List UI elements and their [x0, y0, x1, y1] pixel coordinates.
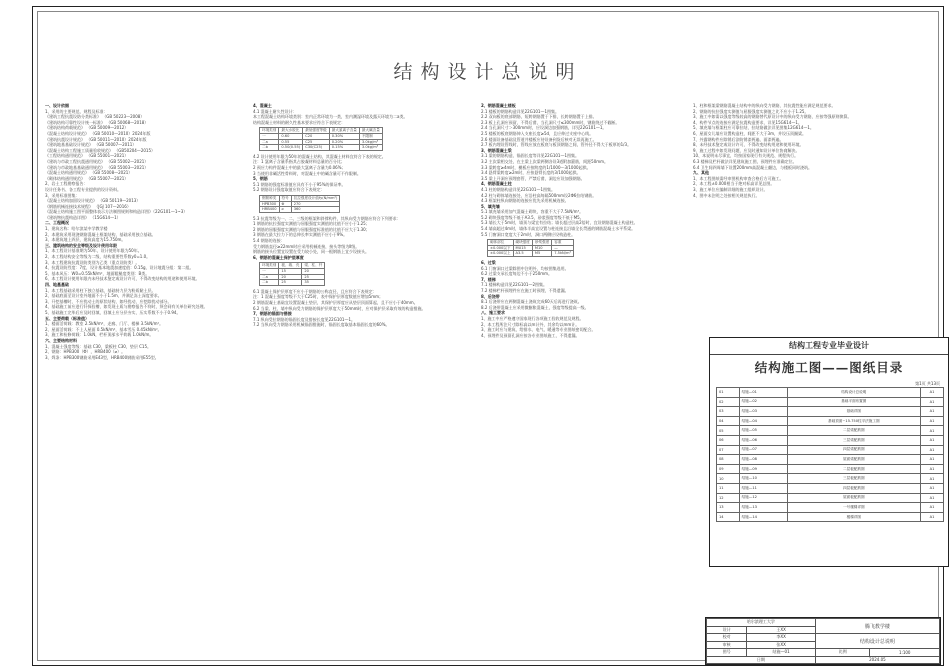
table-cell: 最大水胶比: [279, 128, 303, 134]
note-line: 《建筑工程抗震设防分类标准》 （GB 50223—2008）: [45, 114, 145, 120]
table-cell: 01: [717, 388, 740, 398]
table-cell: 07: [717, 445, 740, 455]
table-cell: 12: [717, 493, 740, 503]
section-heading: 6、钢筋的混凝土保护层厚度: [253, 254, 304, 260]
table-cell: 360: [291, 207, 340, 213]
section-heading: 5、钢筋: [253, 176, 268, 182]
note-line: 5.2 钢筋设计强度取值应符合下表规定：: [253, 187, 325, 193]
note-line: 2 钢筋的屈服强度实测值与屈服强度标准值的比值不应大于1.30；: [253, 226, 370, 232]
note-line: 3、焊条：HPB300钢筋采用E43型，HRB400钢筋采用E55型。: [45, 354, 159, 360]
note-line: 6.1 门窗洞口过梁除图中注明外，均按图集选用。: [481, 265, 569, 271]
table-cell: 楼梯详图: [787, 512, 920, 522]
table-cell: 09: [717, 464, 740, 474]
table-cell: 0.50(0.55): [279, 145, 303, 151]
note-line: 8、未经技术鉴定或设计许可，不得改变结构用途和使用环境。: [693, 142, 804, 148]
table-cell: 结施—05: [739, 426, 787, 436]
table-cell: 02: [717, 397, 740, 407]
note-line: 5.1 钢筋的强度标准值应具有不小于95%的保证率。: [253, 181, 346, 187]
table-cell: MU15: [513, 245, 532, 251]
table-cell: A1: [920, 407, 943, 417]
note-line: 《钢筋机械连接技术规程》 （JGJ 107—2016）: [45, 203, 131, 209]
table-cell: 二a: [260, 274, 279, 280]
table-cell: 环境类别: [260, 128, 279, 134]
table-cell: 砌块强度: [513, 240, 532, 246]
table-cell: A3.5: [513, 251, 532, 257]
table-cell: 结施—09: [739, 464, 787, 474]
note-line: 3.2 主次梁相交处，在主梁上次梁两侧各设3道附加箍筋，间距50mm。: [481, 158, 609, 164]
note-line: 3.4 悬臂梁跨度≥2m时，应按悬臂长度的3/1000起拱。: [481, 170, 581, 176]
note-line: 6.2 过梁支承长度每边不小于250mm。: [481, 271, 553, 277]
note-line: 4.2 柱与砌体墙连接处，应沿柱高每隔500mm设2Φ6拉结钢筋。: [481, 192, 597, 198]
note-line: 5.4 钢筋的连接：: [253, 238, 285, 244]
note-line: 8.1 后浇带应在两侧混凝土浇筑完成60天后再进行浇筑。: [481, 299, 582, 305]
table-cell: 0.15%: [329, 145, 359, 151]
table-row: [717, 483, 944, 493]
table-cell: 结施—11: [739, 483, 787, 493]
drawing-sheet: [32, 6, 944, 666]
table-cell: C20: [303, 133, 330, 139]
section-heading: 九、其他: [693, 170, 709, 176]
table-cell: —: [552, 245, 574, 251]
table-cell: 最低强度等级: [303, 128, 330, 134]
title-cell: 王XX: [747, 626, 816, 634]
note-line: 《混凝土结构工程施工质量验收规范》 （GB50204—2015）: [45, 147, 156, 153]
table-cell: 7.5kN/m³: [552, 251, 574, 257]
note-line: 2.3 板上孔洞应预留，不得后凿，当孔洞尺寸≤300mm时，钢筋绕过不截断。: [481, 119, 620, 125]
note-line: 5.3 抗震等级为一、二、三级的框架和斜撑构件，其纵向受力钢筋应符合下列要求：: [253, 215, 401, 221]
note-line: 3、本工程建筑抗震设防类别为乙类（重点设防类）。: [45, 259, 140, 265]
note-line: 设计任务书、各工程专业提供的设计资料。: [45, 186, 121, 192]
note-line: 《工程结构通用规范》 （GB 55001—2021）: [45, 153, 129, 159]
note-line: 5、基本风压：W0=0.55kN/m²，地面粗糙度类别：B类。: [45, 270, 150, 276]
table-cell: 04: [717, 416, 740, 426]
note-line: 2、本工程所注尺寸除标高以m计外，其余均以mm计。: [481, 321, 580, 327]
note-line: 3 当使用非碱活性骨料时，对混凝土中的碱含量可不作限制。: [253, 170, 361, 176]
title-cell: 1:100: [870, 649, 940, 657]
note-line: 2.1 楼板的钢筋构造详见22G101—1图集。: [481, 108, 560, 114]
page-count: 第1页 共13页: [915, 381, 940, 386]
note-line: 6.3 楼梯及栏杆做法详见建筑施工图，预埋件应准确定位。: [693, 158, 797, 164]
table-cell: 砌体部位: [488, 240, 514, 246]
table-cell: 二层板配筋图: [787, 464, 920, 474]
table-cell: 15: [279, 269, 302, 275]
note-line: 2、本工程结构安全等级为二级，结构重要性系数γ0=1.0。: [45, 254, 151, 260]
table-cell: 结构设计总说明: [787, 388, 920, 398]
note-line: 《混凝土结构施工图平面整体表示方法制图规则和构造详图》（22G101—1~3）: [45, 209, 188, 215]
note-line: 受力钢筋直径≥22mm时应采用机械连接，接头等级为Ⅱ级。: [253, 243, 360, 249]
table-cell: 14: [717, 512, 740, 522]
note-line: 4、预埋件及预留孔洞应按各专业图纸施工，不得遗漏。: [481, 332, 580, 338]
note-line: 2.5 楼板的板底钢筋伸入支座长度≥5d，且应伸过支座中心线。: [481, 130, 594, 136]
table-cell: 二b: [260, 280, 279, 286]
table-cell: A1: [920, 416, 943, 426]
section-heading: 四、地基基础: [45, 282, 69, 287]
table-cell: ⌀: [279, 207, 291, 213]
table-cell: 13: [717, 503, 740, 513]
steel-table: [259, 195, 340, 213]
section-heading: 一、设计依据: [45, 103, 69, 108]
title-block: [705, 617, 941, 665]
table-cell: 20: [279, 274, 302, 280]
table-cell: 0.55: [279, 139, 303, 145]
project-name: 腾飞教学楼: [815, 619, 939, 634]
note-line: 3 钢筋在最大拉力下的总伸长率实测值不应小于9%。: [253, 232, 348, 238]
notes-column-1: [45, 103, 245, 603]
note-line: 2.7 板内埋设管线时，管线应放在板底与板顶钢筋之间，管外径不得大于板厚的1/3。: [481, 142, 632, 148]
table-cell: 基础顶面~15.750柱平法施工图: [787, 416, 920, 426]
table-cell: 二层梁配筋图: [787, 426, 920, 436]
table-cell: 0.20%: [329, 139, 359, 145]
table-cell: HPB300: [260, 201, 280, 207]
table-cell: 结施—03: [739, 407, 787, 417]
title-cell: 审核: [707, 641, 747, 649]
section-heading: 2、钢筋混凝土楼板: [481, 103, 516, 108]
cover-table: [259, 262, 325, 285]
table-cell: 抗拉强度设计值fy(N/mm²): [291, 195, 340, 201]
table-cell: A1: [920, 388, 943, 398]
note-line: 9、施工过程中如发现问题，应及时通知设计单位协商解决。: [693, 147, 800, 153]
note-line: 6、屋面女儿墙应设置构造柱，间距不大于3m，并设压顶圈梁。: [693, 130, 806, 136]
table-cell: 一: [260, 269, 279, 275]
table-cell: C25: [303, 139, 330, 145]
table-cell: 一号楼梯详图: [787, 503, 920, 513]
note-line: 6.4 卫生间四周墙下设置200mm高混凝土翻边，与楼板同时浇筑。: [693, 164, 813, 170]
page-title: 结构设计总说明: [393, 61, 583, 83]
table-cell: 屋面板配筋图: [787, 493, 920, 503]
table-row: [717, 407, 944, 417]
note-line: 2、屋面活荷载：不上人屋面 0.5kN/m²，基本雪压 0.45kN/m²。: [45, 326, 162, 332]
note-line: 1、建筑名称：哈尔滨某中学教学楼: [45, 226, 108, 232]
table-cell: 结施—04: [739, 416, 787, 426]
university-name: 哈尔滨理工大学: [707, 619, 816, 627]
note-line: 本工程混凝土结构环境类别：室内正常环境为一类，室内潮湿环境及露天环境为二a类。: [253, 114, 408, 120]
section-heading: 6、过梁: [481, 260, 496, 266]
note-line: 1、采用的主要规范、规程及标准：: [45, 108, 108, 114]
title-cell: 2024.05: [815, 656, 939, 664]
table-cell: 结施—10: [739, 474, 787, 484]
note-line: 6、本工程设计使用年限内未经技术鉴定或设计许可，不得改变结构的用途和使用环境。: [45, 276, 200, 282]
table-cell: 10: [717, 474, 740, 484]
note-line: 3、施工和检修荷载：1.0kN，栏杆顶部水平荷载 1.0kN/m。: [45, 332, 154, 338]
table-row: [717, 397, 944, 407]
table-cell: A1: [920, 397, 943, 407]
note-line: 5.5 门窗洞口宽度大于2m时，洞口两侧应设构造柱。: [481, 231, 576, 237]
note-line: 2、钢筋的抗拉强度实测值与屈服强度实测值之比不应小于1.25。: [693, 108, 809, 114]
durability-table: [259, 127, 383, 150]
note-line: 2 钢筋混凝土基础宜设置混凝土垫层，其保护层厚度应从垫层顶面算起，且不应小于40mm。: [253, 300, 418, 305]
table-cell: 最大氯离子含量: [329, 128, 359, 134]
note-line: 《混凝土结构通用规范》 （GB 55008—2021）: [45, 170, 133, 176]
note-line: 注：1 混凝土强度等级不大于C25时，表中保护层厚度数值应增加5mm；: [253, 294, 384, 300]
table-cell: 3.0kg/m³: [359, 139, 382, 145]
note-line: 《建筑物抗震构造详图》 （15G614—1）: [45, 214, 121, 220]
table-cell: 0.60: [279, 133, 303, 139]
table-cell: 四层板配筋图: [787, 483, 920, 493]
note-line: 1、本工程图纸需经审图机构审查合格后方可施工。: [693, 175, 784, 181]
title-cell: 结施—01: [747, 649, 816, 657]
note-line: 5.2 砌块强度等级不低于A3.5，砂浆强度等级不低于M5。: [481, 214, 584, 220]
table-cell: A1: [920, 445, 943, 455]
table-row: [717, 445, 944, 455]
note-line: 7.2 楼梯栏杆预埋件应在施工时预埋，不得遗漏。: [481, 288, 569, 293]
note-line: 《混凝土结构设计规范》 （GB 50010—2010）2024年版: [45, 130, 151, 136]
table-cell: A1: [920, 464, 943, 474]
note-line: 7、外露钢构件应除锈后涂防锈漆两遍、面漆两遍。: [693, 136, 784, 142]
table-cell: 基础详图: [787, 407, 920, 417]
table-cell: 270: [291, 201, 340, 207]
table-cell: 二a: [260, 139, 279, 145]
project-school-label: 结构工程专业毕业设计: [710, 338, 948, 355]
note-line: 2、基础底面至设计室外地面不小于1.5m，并满足冻土深度要求。: [45, 293, 162, 299]
table-cell: A1: [920, 474, 943, 484]
note-line: 2.2 双向板的底部钢筋，短跨钢筋置于下排，长跨钢筋置于上排。: [481, 114, 597, 120]
table-cell: ±0.000以下: [488, 245, 514, 251]
note-line: 7.2 当纵向受力钢筋采用机械锚固措施时，锚固长度取基本锚固长度的60%。: [253, 322, 390, 328]
table-cell: 容重: [552, 240, 574, 246]
drawing-index-sheet: [709, 337, 949, 567]
table-cell: C30(C25): [303, 145, 330, 151]
notes-column-4: [693, 103, 933, 323]
table-cell: A1: [920, 503, 943, 513]
note-line: 3、采用标准图集：: [45, 192, 80, 198]
table-cell: 不限制: [359, 133, 382, 139]
note-line: 3、施工单位应编制详细的施工组织设计。: [693, 186, 768, 192]
note-line: 1、本工程设计基准期为50年，设计使用年限为50年。: [45, 248, 142, 254]
table-cell: 结施—01: [739, 388, 787, 398]
note-line: 4.1 混凝土耐久性设计：: [253, 108, 297, 114]
table-cell: A1: [920, 435, 943, 445]
table-cell: 35: [302, 280, 325, 286]
table-cell: 结施—06: [739, 435, 787, 445]
partition-table: [487, 239, 574, 257]
table-row: [717, 416, 944, 426]
table-row: [717, 435, 944, 445]
section-heading: 二、工程概况: [45, 220, 69, 226]
note-line: 《建筑结构荷载规范》 （GB 50009—2012）: [45, 125, 129, 131]
title-cell: 图号: [707, 649, 747, 657]
note-line: 3.3 梁跨度≥4m时，模板应按跨度的1/1000～3/1000起拱。: [481, 164, 591, 170]
table-row: [717, 426, 944, 436]
table-cell: 05: [717, 426, 740, 436]
drawing-name: 结构设计总说明: [815, 634, 939, 649]
table-row: [717, 503, 944, 513]
table-row: [717, 388, 944, 398]
table-cell: 03: [717, 407, 740, 417]
table-cell: A1: [920, 512, 943, 522]
note-line: 2 预应力构件混凝土中的最大氯离子含量为0.06%；: [253, 164, 346, 170]
table-cell: 结施—13: [739, 503, 787, 513]
table-cell: 基础平面布置图: [787, 397, 920, 407]
note-line: 1 钢筋的抗拉强度实测值与屈服强度实测值的比值不应小于1.25；: [253, 221, 370, 227]
table-cell: 最大碱含量: [359, 128, 382, 134]
table-cell: 结施—12: [739, 493, 787, 503]
table-cell: ±0.000以上: [488, 251, 514, 257]
table-row: [717, 464, 944, 474]
note-line: 4、抗震设防烈度：7度，设计基本地震加速度值：0.15g，设计地震分组：第二组。: [45, 265, 194, 271]
note-line: 1、施工中应严格遵守国家现行各项施工验收规范及规程。: [481, 315, 584, 321]
table-cell: 结施—14: [739, 512, 787, 522]
note-line: 4.2 设计使用年限为50年的混凝土结构，其混凝土材料宜符合下表的规定。: [253, 153, 386, 159]
note-line: 5.4 墙高超过4m时，墙体半高宜设置与柱连接且沿墙全长贯通的钢筋混凝土水平系梁。: [481, 226, 636, 232]
table-cell: 符号: [279, 195, 291, 201]
table-cell: 四层梁配筋图: [787, 445, 920, 455]
table-cell: 06: [717, 435, 740, 445]
notes-column-3: [481, 103, 691, 603]
table-row: [717, 512, 944, 522]
table-cell: A1: [920, 455, 943, 465]
table-cell: 11: [717, 483, 740, 493]
note-line: 4、图中未注明之处按相关规范执行。: [693, 192, 760, 198]
table-row: [717, 455, 944, 465]
table-cell: 三层板配筋图: [787, 474, 920, 484]
table-cell: 屋面梁配筋图: [787, 455, 920, 465]
table-cell: 3.0kg/m³: [359, 145, 382, 151]
table-row: [717, 493, 944, 503]
note-line: 4、基础施工前应进行钎探验槽，如发现土质与勘察报告不符时，须会同有关单位研究处理。: [45, 304, 208, 310]
drawing-index-title: 结构施工图——图纸目录: [754, 360, 904, 375]
note-line: 5、填充墙与框架柱应可靠拉结，拉结筋做法详见图集12G614—1。: [693, 125, 814, 131]
notes-column-2: [253, 103, 473, 603]
note-line: 6.1 混凝土保护层厚度不应小于钢筋的公称直径，且应符合下表规定：: [253, 288, 377, 294]
table-cell: 08: [717, 455, 740, 465]
note-line: 4.3 框架柱纵向钢筋的连接应优先采用机械连接。: [481, 198, 569, 204]
section-heading: 4、混凝土: [253, 103, 272, 108]
note-line: 4、构件节点的连接应满足抗震构造要求，详见15G614—1。: [693, 119, 802, 125]
section-heading: 3、钢筋混凝土梁: [481, 147, 512, 153]
section-heading: 4、钢筋混凝土柱: [481, 181, 512, 187]
section-heading: 八、施工要求: [481, 310, 505, 316]
table-cell: M10: [532, 245, 551, 251]
note-line: 注：1 氯离子含量系指其占胶凝材料总量的百分比；: [253, 159, 345, 165]
section-heading: 三、建筑结构的安全等级及设计使用年限: [45, 242, 117, 248]
title-cell: 张XX: [747, 641, 816, 649]
drawing-list-table: [716, 387, 944, 522]
note-line: 《建筑抗震设计规范》 （GB 50011—2010）2024年版: [45, 136, 147, 142]
table-cell: 结施—07: [739, 445, 787, 455]
table-cell: 梁、柱、杆: [302, 263, 325, 269]
table-cell: 砂浆强度: [532, 240, 551, 246]
note-line: 2、岩土工程勘察报告：: [45, 181, 88, 187]
note-line: 《混凝土结构加固设计规范》 （GB 50119—2013）: [45, 198, 141, 204]
note-line: 8.2 后浇带混凝土应采用微膨胀混凝土，强度等级提高一级。: [481, 304, 589, 310]
note-line: 3、施工中如需以强度等级较高的钢筋替代原设计中的纵向受力钢筋，应按等强原则换算。: [693, 114, 852, 120]
table-cell: 三层梁配筋图: [787, 435, 920, 445]
note-line: 3、本建筑地上四层，建筑高度为15.750m。: [45, 237, 126, 243]
table-cell: 一: [260, 133, 279, 139]
title-cell: 比例: [815, 649, 870, 657]
table-cell: 板、墙、壳: [279, 263, 302, 269]
note-line: 4.1 柱的钢筋构造详见22G101—1图集。: [481, 186, 556, 192]
note-line: 1、柱和框架梁钢筋混凝土结构中的纵向受力钢筋，其抗震性能应满足规范要求。: [693, 103, 836, 108]
section-heading: 7、楼梯: [481, 276, 496, 282]
note-line: 钢筋的接头位置宜设置在受力较小处，同一根钢筋上宜少设接头。: [253, 249, 369, 255]
table-cell: 0.30%: [329, 133, 359, 139]
table-cell: A1: [920, 483, 943, 493]
note-line: 7.1 楼梯构造详见22G101—2图集。: [481, 282, 548, 288]
table-cell: A1: [920, 493, 943, 503]
table-cell: HRB400: [260, 207, 280, 213]
note-line: 《建筑与市政工程抗震通用规范》 （GB 55002—2021）: [45, 158, 149, 164]
note-line: 《建筑地基基础设计规范》 （GB 50007—2011）: [45, 142, 137, 148]
table-row: [717, 474, 944, 484]
table-cell: M5: [532, 251, 551, 257]
section-heading: 六、主要结构材料: [45, 337, 77, 343]
note-line: 7.1 纵向受拉钢筋的锚固长度及搭接长度见22G101—1。: [253, 316, 356, 322]
note-line: 《砌体结构通用规范》 （GB 55007—2021）: [45, 175, 129, 181]
table-cell: 25: [302, 274, 325, 280]
note-line: 10、本说明未尽事宜，均按国家现行有关规范、规程执行。: [693, 153, 799, 159]
note-line: 5.1 填充墙采用加气混凝土砌块，容重不大于7.5kN/m³。: [481, 209, 584, 215]
note-line: 2、本建筑采用现浇钢筋混凝土框架结构，基础采用独立基础。: [45, 231, 156, 237]
section-heading: 五、主要荷载（标准值）: [45, 315, 89, 321]
note-line: 3、施工时应与建筑、给排水、电气、暖通等专业图纸密切配合。: [481, 327, 596, 333]
note-line: 6.2 当梁、柱、墙中纵向受力钢筋的保护层厚度大于50mm时，应对保护层采取有效的构造措施。: [253, 305, 426, 311]
table-cell: Φ: [279, 201, 291, 207]
title-cell: 李XX: [747, 634, 816, 642]
title-cell: 设计: [707, 626, 747, 634]
note-line: 《建筑结构可靠性设计统一标准》 （GB 50068—2018）: [45, 119, 149, 125]
note-line: 3.1 梁的钢筋构造、锚固长度等详见22G101—1图集。: [481, 153, 580, 159]
note-line: 结构混凝土材料的耐久性基本要求应符合下表规定：: [253, 119, 345, 125]
note-line: 1、楼面活荷载：教室 2.5kN/m²，走廊、门厅、楼梯 3.5kN/m²。: [45, 321, 164, 327]
table-cell: 结施—02: [739, 397, 787, 407]
note-line: 2.4 当孔洞尺寸＞300mm时，应设洞边加强钢筋，详见22G101—1。: [481, 125, 607, 131]
note-line: 3.5 梁上开洞应预埋套管，严禁后凿，洞边应设加强钢筋。: [481, 175, 585, 181]
title-cell: 日期: [707, 656, 816, 664]
note-line: 2、钢筋：HPB300（Φ），HRB400（⌀）。: [45, 349, 126, 355]
note-line: 1、混凝土强度等级：基础 C30，梁板柱 C30，垫层 C15。: [45, 343, 152, 349]
table-cell: 环境类别: [260, 263, 279, 269]
table-cell: 钢筋种类: [260, 195, 280, 201]
section-heading: 5、填充墙: [481, 203, 500, 209]
table-cell: A1: [920, 426, 943, 436]
table-cell: 20: [302, 269, 325, 275]
title-cell: 校对: [707, 634, 747, 642]
note-line: 5.3 墙长大于5m时，墙顶与梁宜有拉结；墙长超过层高2倍时，宜设钢筋混凝土构造柱。: [481, 220, 638, 226]
note-line: 1、本工程基础采用柱下独立基础，基础持力层为粉质黏土层。: [45, 287, 156, 293]
table-cell: 25: [279, 280, 302, 286]
table-cell: 结施—08: [739, 455, 787, 465]
note-line: 2.6 楼面设备基础及管道井楼板应待设备到货后核对无误再施工。: [481, 136, 597, 142]
note-line: 5、基础施工完毕后应及时回填，回填土应分层夯实，压实系数不小于0.94。: [45, 309, 181, 315]
table-cell: 二b: [260, 145, 279, 151]
note-line: 2、本工程±0.000相当于绝对标高详见总图。: [693, 181, 775, 187]
section-heading: 7、钢筋的锚固与搭接: [253, 311, 292, 317]
note-line: 3、开挖基槽时，不应扰动土的原状结构，如经扰动，应挖除扰动部分。: [45, 298, 172, 304]
section-heading: 8、后浇带: [481, 293, 500, 299]
note-line: 《建筑与市政地基基础通用规范》 （GB 55003—2021）: [45, 164, 149, 170]
